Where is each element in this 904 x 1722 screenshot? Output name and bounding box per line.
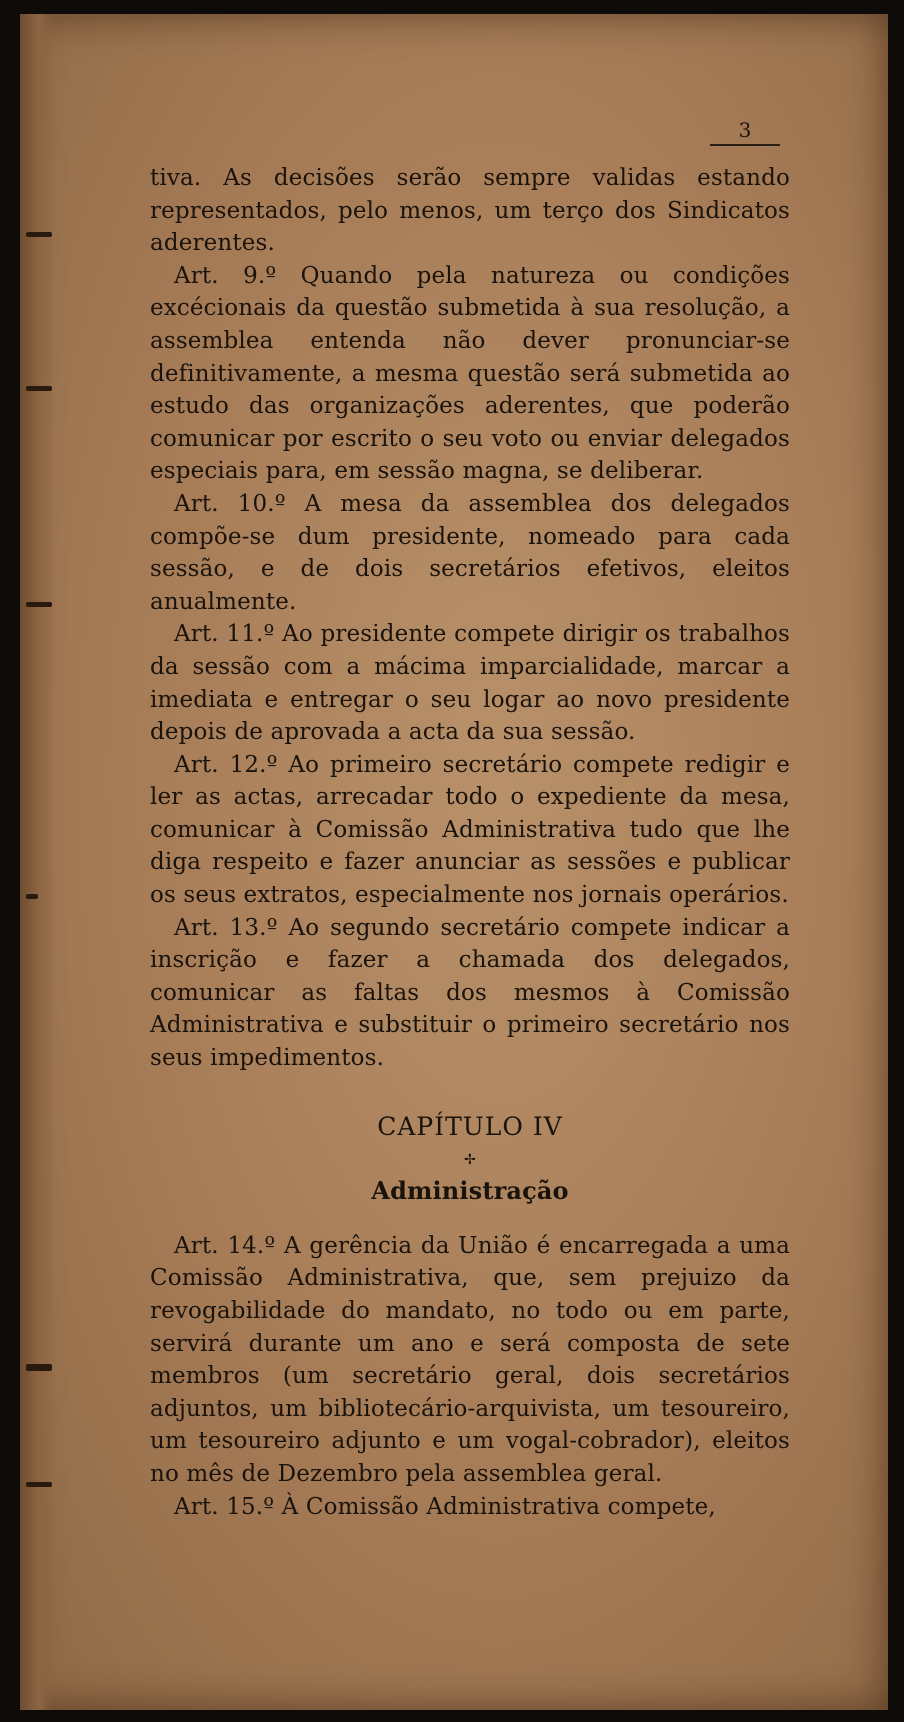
chapter-heading: CAPÍTULO IV — [377, 1111, 563, 1141]
binding-stitch — [26, 1364, 52, 1371]
binding-stitch — [26, 1482, 52, 1487]
page-number: 3 — [710, 118, 780, 146]
binding-stitch — [26, 232, 52, 237]
binding-stitch — [26, 602, 52, 607]
article-9: Art. 9.º Quando pela natureza ou condições excécionais da questão submetida à sua resolução, a assemblea entenda não dever pronunciar-se definitivamente, a mesma questão será submetida ao estudo das organizações aderentes, que poderão comunicar por escrito o seu voto ou enviar delegados especiais para, em sessão magna, se deliberar. — [150, 262, 790, 485]
paragraph: tiva. As decisões serão sempre validas estando representados, pelo menos, um terço dos Sindicatos aderentes. — [150, 165, 790, 257]
binding-edge — [20, 14, 54, 1710]
article-15: Art. 15.º À Comissão Administrativa compete, — [174, 1493, 716, 1520]
article-13: Art. 13.º Ao segundo secretário compete indicar a inscrição e fazer a chamada dos delegados, comunicar as faltas dos mesmos à Comissão Administrativa e substituir o primeiro secretário nos seus impedimentos. — [150, 914, 790, 1072]
article-12: Art. 12.º Ao primeiro secretário compete redigir e ler as actas, arrecadar todo o expediente da mesa, comunicar à Comissão Administrativa tudo que lhe diga respeito e fazer anunciar as sessões e publicar os seus extratos, especialmente nos jornais operários. — [150, 751, 790, 909]
section-title: Administração — [371, 1176, 569, 1206]
ornament-icon: ✢ — [464, 1152, 476, 1169]
article-10: Art. 10.º A mesa da assemblea dos delegados compõe-se dum presidente, nomeado para cada sessão, e de dois secretários efetivos, eleitos anualmente. — [150, 490, 790, 615]
body-text — [150, 162, 790, 1523]
article-11: Art. 11.º Ao presidente compete dirigir os trabalhos da sessão com a mácima imparcialidade, marcar a imediata e entregar o seu logar ao novo presidente depois de aprovada a acta da sua sessão. — [150, 621, 790, 746]
book-page — [20, 14, 888, 1710]
article-14: Art. 14.º A gerência da União é encarregada a uma Comissão Administrativa, que, sem prejuizo da revogabilidade do mandato, no todo ou em parte, servirá durante um ano e será composta de sete membros (um secretário geral, dois secretários adjuntos, um bibliotecário-arquivista, um tesoureiro, um tesoureiro adjunto e um vogal-cobrador), eleitos no mês de Dezembro pela assemblea geral. — [150, 1232, 790, 1487]
binding-stitch — [26, 894, 38, 899]
binding-stitch — [26, 386, 52, 391]
